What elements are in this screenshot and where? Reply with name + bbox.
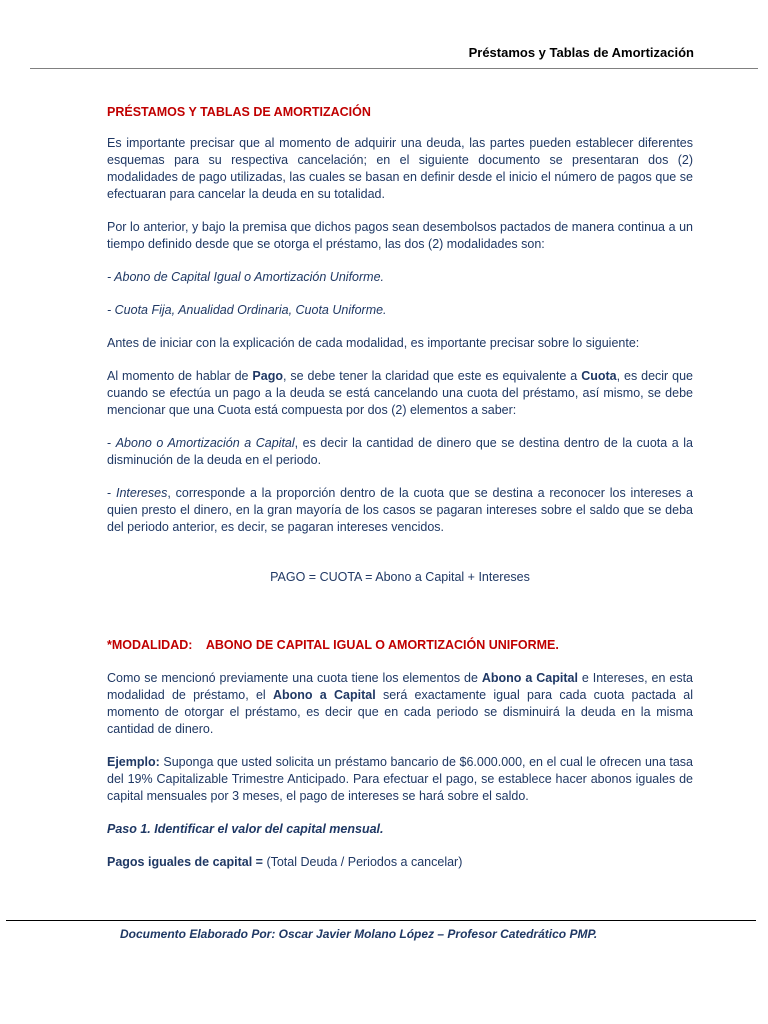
footer-rule	[6, 920, 756, 921]
section-title: *MODALIDAD: ABONO DE CAPITAL IGUAL O AMORTIZACIÓN UNIFORME.	[107, 638, 559, 652]
term-pagos-iguales: Pagos iguales de capital =	[107, 855, 267, 869]
term-abono-capital: Abono a Capital	[272, 688, 376, 702]
document-title: PRÉSTAMOS Y TABLAS DE AMORTIZACIÓN	[107, 105, 371, 119]
term-cuota: Cuota	[581, 369, 617, 383]
header-title: Préstamos y Tablas de Amortización	[468, 45, 694, 60]
text-run: Al momento de hablar de	[107, 369, 253, 383]
paragraph-example	[107, 754, 693, 805]
paragraph-before: Antes de iniciar con la explicación de cada modalidad, es importante precisar sobre lo siguiente:	[107, 336, 640, 350]
term-ejemplo: Ejemplo:	[107, 755, 160, 769]
header-rule	[30, 68, 758, 69]
text-run: , es decir que cuando se efectúa un pago a la deuda se está cancelando una cuota del préstamo, así mismo, se debe mencionar que una Cuota está compuesta por dos (2) elementos a saber:	[107, 369, 694, 417]
term-abono: Abono o Amortización a Capital	[115, 436, 295, 450]
formula: PAGO = CUOTA = Abono a Capital + Intereses	[270, 570, 530, 584]
paragraph-intro: Es importante precisar que al momento de adquirir una deuda, las partes pueden establecer diferentes esquemas para su respectiva cancelación; en el siguiente documento se presentaran dos (2) modalidades de pago utilizadas, las cuales se basan en definir desde el inicio el número de pagos que se efectuaran para cancelar la deuda en su totalidad.	[107, 136, 693, 201]
modality-item-1: - Abono de Capital Igual o Amortización Uniforme.	[107, 270, 384, 284]
text-run: , es decir la cantidad de dinero que se destina dentro de la cuota a la disminución de la deuda en el periodo.	[107, 436, 693, 467]
paragraph-payment	[107, 368, 693, 419]
text-run: -	[107, 486, 116, 500]
paragraph-formula-capital	[107, 854, 693, 871]
element-capital	[107, 435, 693, 469]
modality-item-2: - Cuota Fija, Anualidad Ordinaria, Cuota Uniforme.	[107, 303, 387, 317]
text-run: Como se mencionó previamente una cuota tiene los elementos de	[107, 671, 482, 685]
term-pago: Pago	[252, 369, 283, 383]
text-run: -	[107, 436, 116, 450]
text-run: , corresponde a la proporción dentro de la cuota que se destina a reconocer los intereses a quien presto el dinero, en la gran mayoría de los casos se pagaran intereses sobre el saldo que se deba del periodo anterior, es decir, se pagaran intereses vencidos.	[107, 486, 694, 534]
text-run: Suponga que usted solicita un préstamo bancario de $6.000.000, en el cual le ofrecen una tasa del 19% Capitalizable Trimestre Anticipado. Para efectuar el pago, se establece hacer abonos iguales de capital mensuales por 3 meses, el pago de intereses se hará sobre el saldo.	[107, 755, 693, 803]
paragraph-modality	[107, 670, 693, 738]
footer-text: Documento Elaborado Por: Oscar Javier Molano López – Profesor Catedrático PMP.	[120, 927, 598, 941]
text-run: e Intereses, en esta modalidad de préstamo, el	[107, 671, 693, 702]
text-run: (Total Deuda / Periodos a cancelar)	[266, 855, 463, 869]
document-body	[107, 104, 693, 871]
step-1: Paso 1. Identificar el valor del capital mensual.	[107, 822, 384, 836]
term-abono-capital: Abono a Capital	[481, 671, 578, 685]
element-intereses	[107, 485, 693, 536]
term-intereses: Intereses	[115, 486, 168, 500]
paragraph-premise: Por lo anterior, y bajo la premisa que dichos pagos sean desembolsos pactados de manera continua a un tiempo definido desde que se otorga el préstamo, las dos (2) modalidades son:	[107, 220, 693, 251]
text-run: será exactamente igual para cada cuota pactada al momento de otorgar el préstamo, es decir que en cada periodo se disminuirá la deuda en la misma cantidad de dinero.	[107, 688, 694, 736]
text-run: , se debe tener la claridad que este es equivalente a	[282, 369, 582, 383]
